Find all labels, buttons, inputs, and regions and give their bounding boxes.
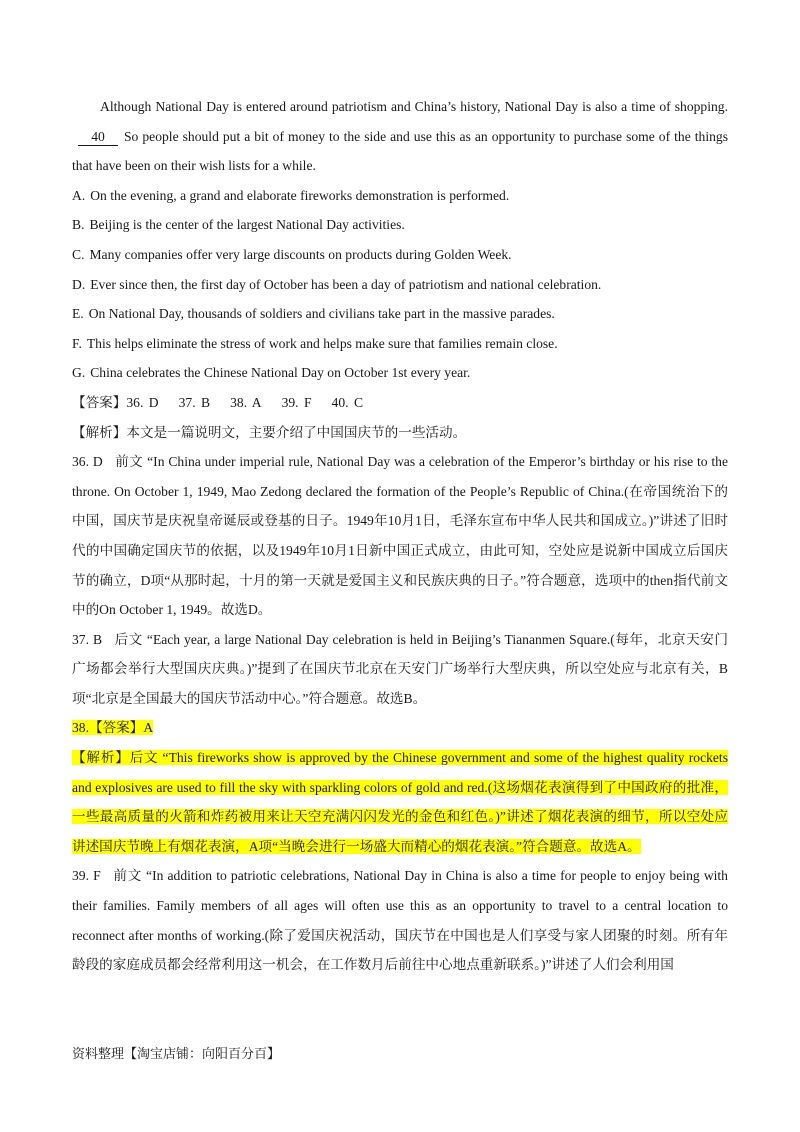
- explanation-38-heading: [72, 713, 728, 743]
- explanation-39: [72, 861, 728, 979]
- option-text: On the evening, a grand and elaborate fireworks demonstration is performed.: [90, 187, 510, 203]
- option-g: [72, 358, 728, 388]
- option-letter: C.: [72, 246, 85, 262]
- answer-num: 37.: [178, 394, 196, 410]
- answer-item: [282, 388, 312, 418]
- question-answer: F: [93, 868, 101, 884]
- answer-num: 39.: [281, 394, 299, 410]
- option-c: [72, 240, 728, 270]
- option-text: Beijing is the center of the largest National Day activities.: [89, 217, 405, 233]
- answer-item: [230, 388, 261, 418]
- analysis-text: 本文是一篇说明文，主要介绍了中国国庆节的一些活动。: [126, 424, 467, 440]
- blank-40: 40: [78, 129, 118, 146]
- answer-label: 【答案】: [72, 394, 127, 410]
- question-num: 36.: [72, 454, 89, 470]
- explanation-text: “In addition to patriotic celebrations, National Day in China is also a time for people to enjoy being with their families. Family members of all ages will often use this as an opportunity to travel to a central location to reconnect after months of working.(除了爱国庆祝活动，国庆节在中国也是人们享受与家人团聚的时刻。所有年龄段的家庭成员都会经常利用这一机会，在工作数月后前往中心地点重新联系。)”讲述了人们会利用国: [72, 868, 728, 973]
- answer-val: D: [148, 394, 159, 410]
- answer-val: A: [251, 394, 262, 410]
- option-letter: D.: [72, 276, 86, 292]
- answer-item: [179, 388, 210, 418]
- passage-text-after: So people should put a bit of money to the side and use this as an opportunity to purchase some of the things that have been on their wish lists for a while.: [72, 128, 728, 174]
- answer-key: [72, 388, 728, 418]
- passage-paragraph: [72, 92, 728, 181]
- question-position: 前文: [112, 868, 143, 884]
- option-text: On National Day, thousands of soldiers and civilians take part in the massive parades.: [88, 306, 555, 322]
- question-answer: D: [92, 454, 103, 470]
- answer-item: [332, 388, 363, 418]
- question-position: 后文: [129, 750, 159, 766]
- passage-text-before: Although National Day is entered around patriotism and China’s history, National Day is also a time of shopping.: [100, 99, 728, 114]
- option-b: [72, 210, 728, 240]
- highlighted-explanation: [72, 750, 728, 854]
- option-text: Ever since then, the first day of October has been a day of patriotism and national celebration.: [90, 276, 602, 292]
- analysis-summary: [72, 418, 728, 448]
- option-e: [72, 299, 728, 329]
- answer-val: B: [201, 394, 211, 410]
- answer-val: F: [303, 394, 312, 410]
- analysis-label: 【解析】: [72, 424, 127, 440]
- option-d: [72, 270, 728, 300]
- question-num: 39.: [72, 868, 89, 884]
- option-text: This helps eliminate the stress of work and helps make sure that families remain close.: [86, 335, 558, 351]
- answer-num: 40.: [331, 394, 349, 410]
- explanation-38: [72, 743, 728, 861]
- option-text: Many companies offer very large discounts on products during Golden Week.: [89, 246, 512, 262]
- answer-val: C: [353, 394, 364, 410]
- option-text: China celebrates the Chinese National Day on October 1st every year.: [90, 365, 471, 381]
- option-letter: A.: [72, 187, 86, 203]
- explanation-text: “This fireworks show is approved by the Chinese government and some of the highest quality rockets and explosives are used to fill the sky with sparkling colors of gold and red.(这场烟花表演得到了中国政府的批准，一些最高质量的火箭和炸药被用来让天空充满闪闪发光的金色和红色。)”讲述了烟花表演的细节，所以空处应讲述国庆节晚上有烟花表演，A项“当晚会进行一场盛大而精心的烟花表演。”符合题意。故选A。: [72, 750, 728, 854]
- question-answer: B: [92, 631, 103, 647]
- question-num: 37.: [72, 631, 89, 647]
- analysis-label: 【解析】: [72, 750, 130, 766]
- option-letter: G.: [72, 365, 86, 381]
- page-footer: 资料整理【淘宝店铺：向阳百分百】: [72, 1046, 281, 1061]
- option-letter: E.: [72, 306, 84, 322]
- explanation-37: [72, 625, 728, 714]
- document-body: [72, 92, 728, 980]
- highlighted-heading: 38.【答案】A: [72, 720, 154, 736]
- explanation-text: “In China under imperial rule, National Day was a celebration of the Emperor’s birthday or his rise to the throne. On October 1, 1949, Mao Zedong declared the formation of the People’s Republic of China.(在帝国统治下的中国，国庆节是庆祝皇帝诞辰或登基的日子。1949年10月1日，毛泽东宣布中华人民共和国成立。)”讲述了旧时代的中国确定国庆节的依据，以及1949年10月1日新中国正式成立，由此可知，空处应是说新中国成立后国庆节的确立，D项“从那时起，十月的第一天就是爱国主义和民族庆典的日子。”符合题意，选项中的then指代前文中的On October 1, 1949。故选D。: [72, 454, 728, 618]
- answer-item: [126, 388, 158, 418]
- explanation-text: “Each year, a large National Day celebration is held in Beijing’s Tiananmen Square.(每年，北京天安门广场都会举行大型国庆庆典。)”提到了在国庆节北京在天安门广场举行大型庆典，所以空处应与北京有关，B项“北京是全国最大的国庆节活动中心。”符合题意。故选B。: [72, 631, 729, 706]
- option-letter: B.: [72, 217, 85, 233]
- question-position: 前文: [114, 454, 144, 470]
- answer-num: 36.: [126, 394, 144, 410]
- question-position: 后文: [114, 631, 143, 647]
- option-f: [72, 329, 728, 359]
- option-letter: F.: [72, 335, 82, 351]
- answer-num: 38.: [230, 394, 248, 410]
- option-a: [72, 181, 728, 211]
- explanation-36: [72, 447, 728, 625]
